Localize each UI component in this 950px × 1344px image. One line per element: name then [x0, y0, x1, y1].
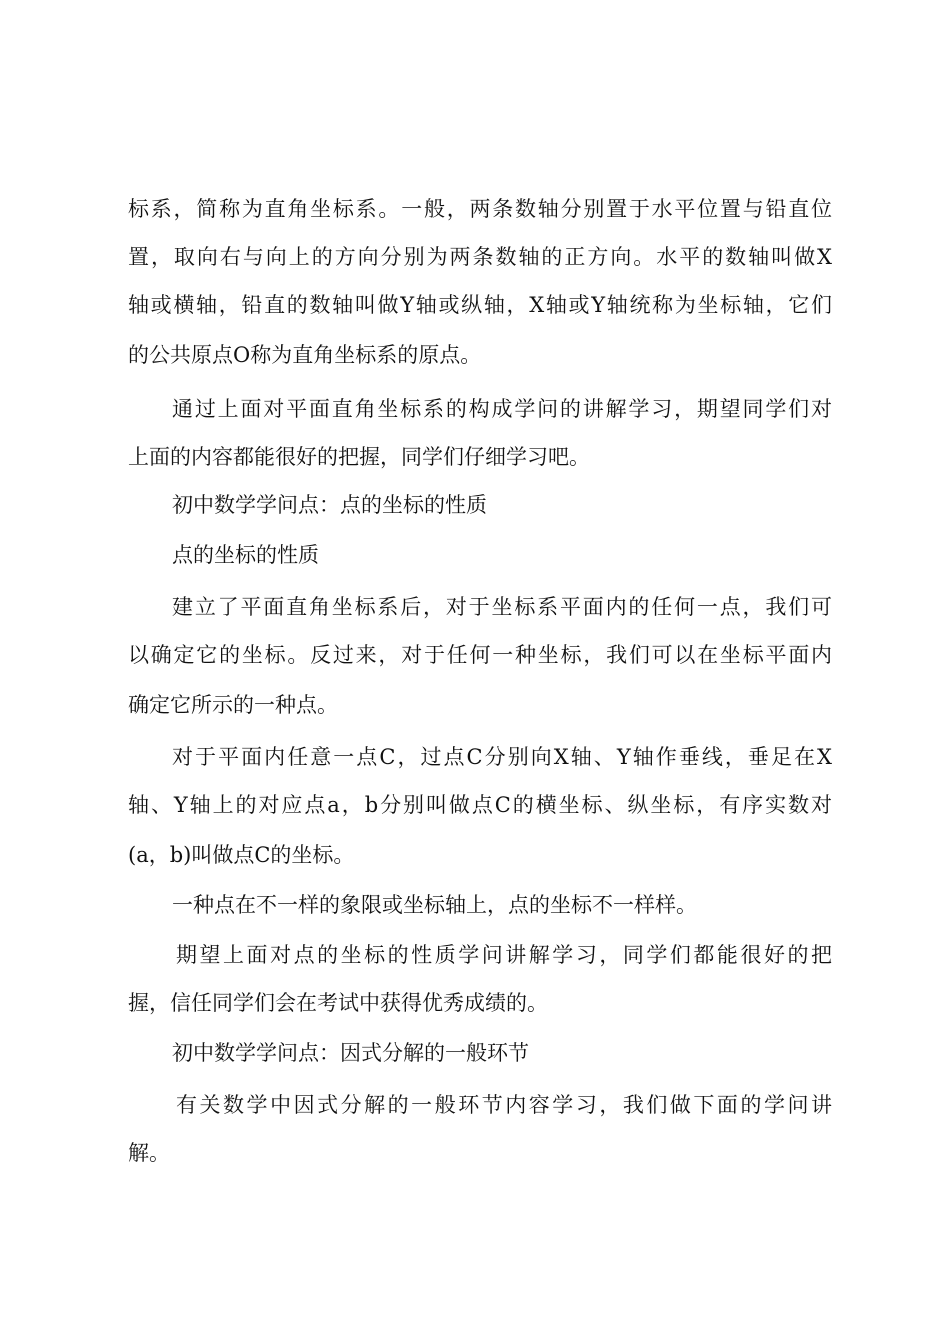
section-heading: 初中数学学问点：因式分解的一般环节	[172, 1041, 529, 1065]
text-line: 轴、Y轴上的对应点a，b分别叫做点C的横坐标、纵坐标，有序实数对	[128, 793, 832, 817]
paragraph-first-line: 一种点在不一样的象限或坐标轴上，点的坐标不一样样。	[172, 893, 697, 917]
text-line: 确定它所示的一种点。	[128, 693, 338, 717]
section-heading: 初中数学学问点：点的坐标的性质	[172, 493, 487, 517]
text-line: 轴或横轴，铅直的数轴叫做Y轴或纵轴，X轴或Y轴统称为坐标轴，它们	[128, 293, 832, 317]
text-line: 上面的内容都能很好的把握，同学们仔细学习吧。	[128, 445, 590, 469]
text-line: (a，b)叫做点C的坐标。	[128, 843, 355, 867]
paragraph-first-line: 通过上面对平面直角坐标系的构成学问的讲解学习，期望同学们对	[172, 397, 832, 421]
text-line: 握，信任同学们会在考试中获得优秀成绩的。	[128, 991, 548, 1015]
text-line: 置，取向右与向上的方向分别为两条数轴的正方向。水平的数轴叫做X	[128, 245, 832, 269]
text-line: 标系，简称为直角坐标系。一般，两条数轴分别置于水平位置与铅直位	[128, 197, 832, 221]
text-line: 解。	[128, 1141, 170, 1165]
paragraph-first-line: 期望上面对点的坐标的性质学问讲解学习，同学们都能很好的把	[176, 943, 832, 967]
text-line: 的公共原点O称为直角坐标系的原点。	[128, 343, 482, 367]
text-line: 以确定它的坐标。反过来，对于任何一种坐标，我们可以在坐标平面内	[128, 643, 832, 667]
subheading: 点的坐标的性质	[172, 543, 319, 567]
paragraph-first-line: 建立了平面直角坐标系后，对于坐标系平面内的任何一点，我们可	[172, 595, 832, 619]
paragraph-first-line: 对于平面内任意一点C，过点C分别向X轴、Y轴作垂线，垂足在X	[172, 745, 832, 769]
paragraph-first-line: 有关数学中因式分解的一般环节内容学习，我们做下面的学问讲	[176, 1093, 832, 1117]
